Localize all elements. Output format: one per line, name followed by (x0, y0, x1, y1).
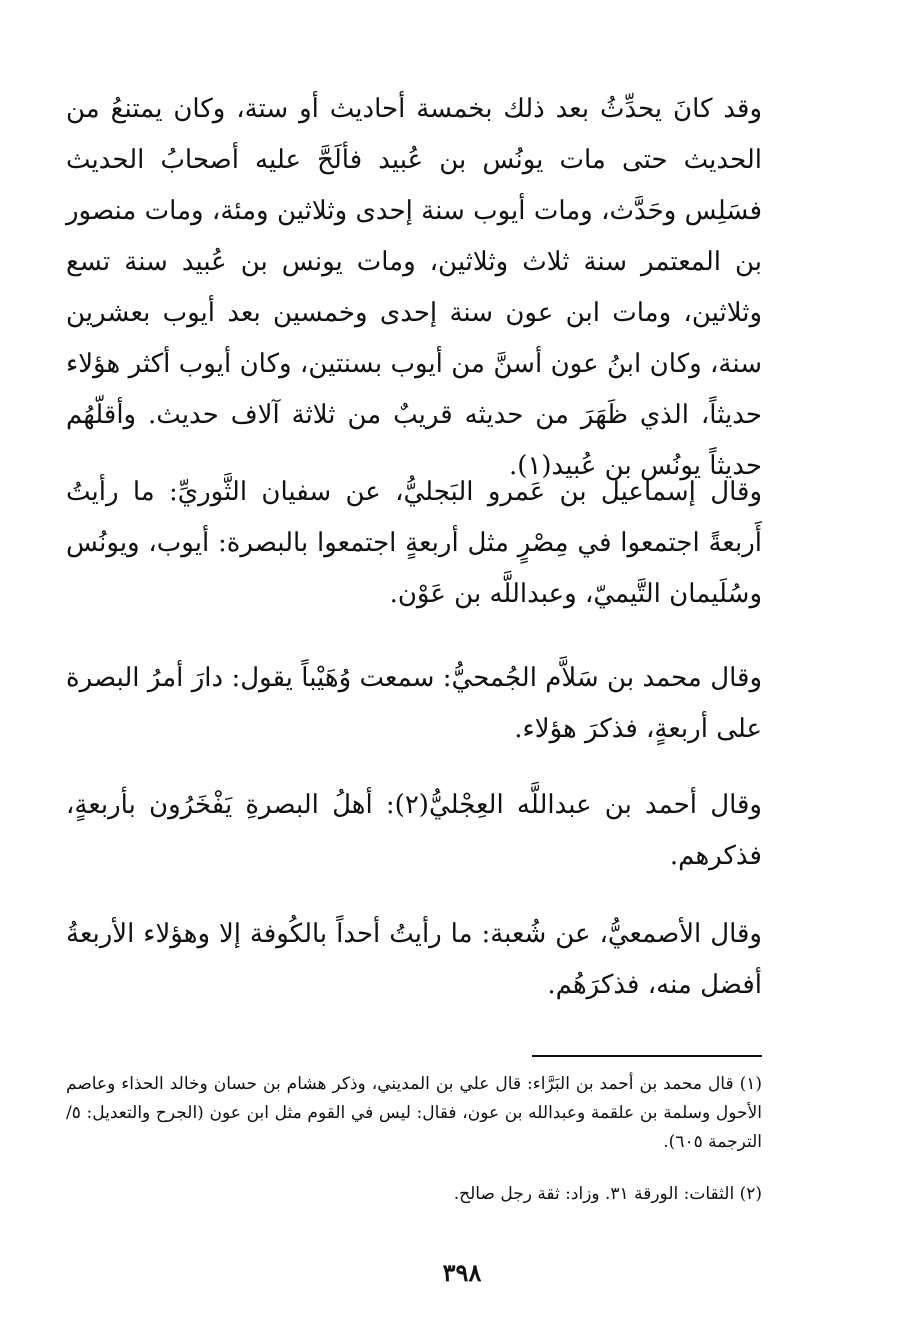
footnote-2: (٢) الثقات: الورقة ٣١. وزاد: ثقة رجل صالح. (453, 1184, 762, 1204)
paragraph-ijli-quote: وقال أحمد بن عبداللَّه العِجْليُّ(٢): أهلُ البصرةِ يَفْخَرُون بأربعةٍ، فذكرهم. (66, 790, 762, 871)
page-number: ٣٩٨ (442, 1258, 482, 1287)
paragraph-jumahi-quote: وقال محمد بن سَلاَّم الجُمحيُّ: سمعت وُهَيْباً يقول: دارَ أمرُ البصرة على أربعةٍ، فذكرَ هؤلاء. (66, 663, 762, 744)
footnote-divider (532, 1055, 762, 1057)
footnote-1: (١) قال محمد بن أحمد بن البَرَّاء: قال علي بن المديني، وذكر هشام بن حسان وخالد الحذاء وعاصم الأحول وسلمة بن علقمة وعبدالله بن عون، فقال: ليس في القوم مثل ابن عون (الجرح والتعديل: ٥/الترجمة ٦٠٥). (66, 1074, 762, 1152)
paragraph-asmai-quote: وقال الأصمعيُّ، عن شُعبة: ما رأيتُ أحداً بالكُوفة إلا وهؤلاء الأربعةُ أفضل منه، فذكرَهُم. (66, 919, 762, 1000)
paragraph-thawri-quote: وقال إسماعيل بن عَمرو البَجليُّ، عن سفيان الثَّوريِّ: ما رأيتُ أَربعةً اجتمعوا في مِصْرٍ مثل أربعةٍ اجتمعوا بالبصرة: أيوب، ويونُس وسُلَيمان التَّيميّ، وعبداللَّه بن عَوْن. (66, 477, 762, 609)
paragraph-death-dates: وقد كانَ يحدِّثُ بعد ذلك بخمسة أحاديث أو ستة، وكان يمتنعُ من الحديث حتى مات يونُس بن عُبيد فألَحَّ عليه أصحابُ الحديث فسَلِس وحَدَّث، ومات أيوب سنة إحدى وثلاثين ومئة، ومات منصور بن المعتمر سنة ثلاث وثلاثين، ومات يونس بن عُبيد سنة تسع وثلاثين، ومات ابن عون سنة إحدى وخمسين بعد أيوب بعشرين سنة، وكان ابنُ عون أسنَّ من أيوب بسنتين، وكان أيوب أكثر هؤلاء حديثاً، الذي ظَهَرَ من حديثه قريبٌ من ثلاثة آلاف حديث. وأقلّهُم حديثاً يونُس بن عُبيد(١). (66, 94, 762, 481)
